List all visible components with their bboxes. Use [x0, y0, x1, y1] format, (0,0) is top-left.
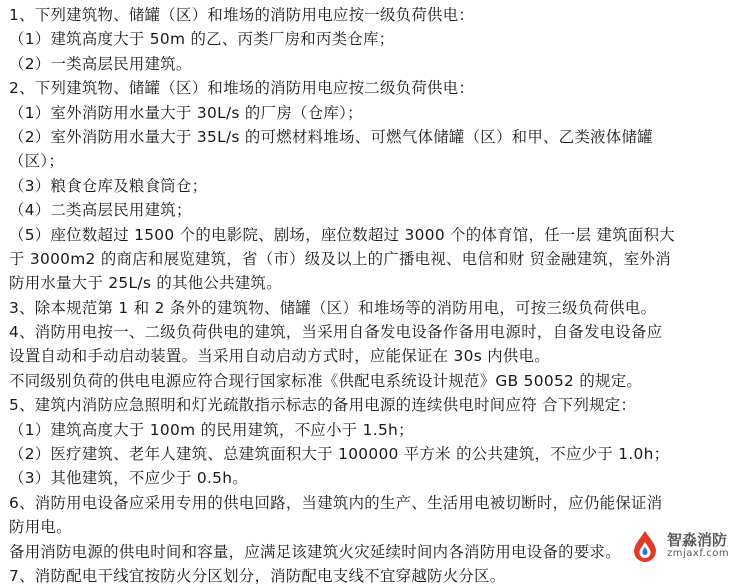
text-line: 备用消防电源的供电时间和容量，应满足该建筑火灾延续时间内各消防用电设备的要求。 [9, 542, 621, 561]
watermark-title: 智淼消防 [667, 530, 728, 549]
text-line: （区）； [9, 152, 65, 171]
text-line: （1）室外消防用水量大于 30L/s 的厂房（仓库）； [9, 103, 363, 122]
text-line: （3）粮食仓库及粮食筒仓； [9, 176, 208, 195]
text-line: （1）建筑高度大于 50m 的乙、丙类厂房和丙类仓库； [9, 30, 395, 49]
text-line: 2、下列建筑物、储罐（区）和堆场的消防用电应按二级负荷供电： [9, 79, 475, 98]
text-line: 于 3000m2 的商店和展览建筑，省（市）级及以上的广播电视、电信和财 贸金融建筑，室外消 [9, 249, 671, 268]
text-line: （2）室外消防用水量大于 35L/s 的可燃材料堆场、可燃气体储罐（区）和甲、乙类液体储罐 [9, 127, 653, 146]
text-line: 1、下列建筑物、储罐（区）和堆场的消防用电应按一级负荷供电： [9, 6, 475, 24]
text-line: 4、消防用电按一、二级负荷供电的建筑，当采用自备发电设备作备用电源时，自备发电设备应 [9, 323, 663, 342]
text-line: （4）二类高层民用建筑； [9, 201, 192, 220]
document-body [9, 3, 749, 588]
text-line: （5）座位数超过 1500 个的电影院、剧场，座位数超过 3000 个的体育馆，任一层 建筑面积大 [9, 225, 675, 244]
text-line: 7、消防配电干线宜按防火分区划分，消防配电支线不宜穿越防火分区。 [9, 566, 506, 585]
watermark-url: zmjaxf.com [667, 547, 730, 559]
text-line: 5、建筑内消防应急照明和灯光疏散指示标志的备用电源的连续供电时间应符 合下列规定： [9, 396, 637, 415]
text-line: 防用水量大于 25L/s 的其他公共建筑。 [9, 274, 282, 293]
text-line: （2）医疗建筑、老年人建筑、总建筑面积大于 100000 平方米 的公共建筑，不应少于 1.0h； [9, 445, 670, 464]
text-line: 3、除本规范第 1 和 2 条外的建筑物、储罐（区）和堆场等的消防用电，可按三级负荷供电。 [9, 298, 657, 317]
text-line: （2）一类高层民用建筑。 [9, 54, 192, 73]
text-line: 设置自动和手动启动装置。当采用自动启动方式时，应能保证在 30s 内供电。 [9, 347, 550, 366]
watermark [627, 526, 747, 566]
text-line: 防用电。 [9, 518, 72, 537]
text-line: （1）建筑高度大于 100m 的民用建筑，不应小于 1.5h； [9, 420, 414, 439]
text-line: （3）其他建筑，不应少于 0.5h。 [9, 469, 249, 488]
text-line: 不同级别负荷的供电电源应符合现行国家标准《供配电系统设计规范》GB 50052 的规定。 [9, 371, 643, 390]
text-line: 6、消防用电设备应采用专用的供电回路，当建筑内的生产、生活用电被切断时，应仍能保证消 [9, 493, 663, 512]
flame-drop-logo-icon [627, 528, 663, 564]
